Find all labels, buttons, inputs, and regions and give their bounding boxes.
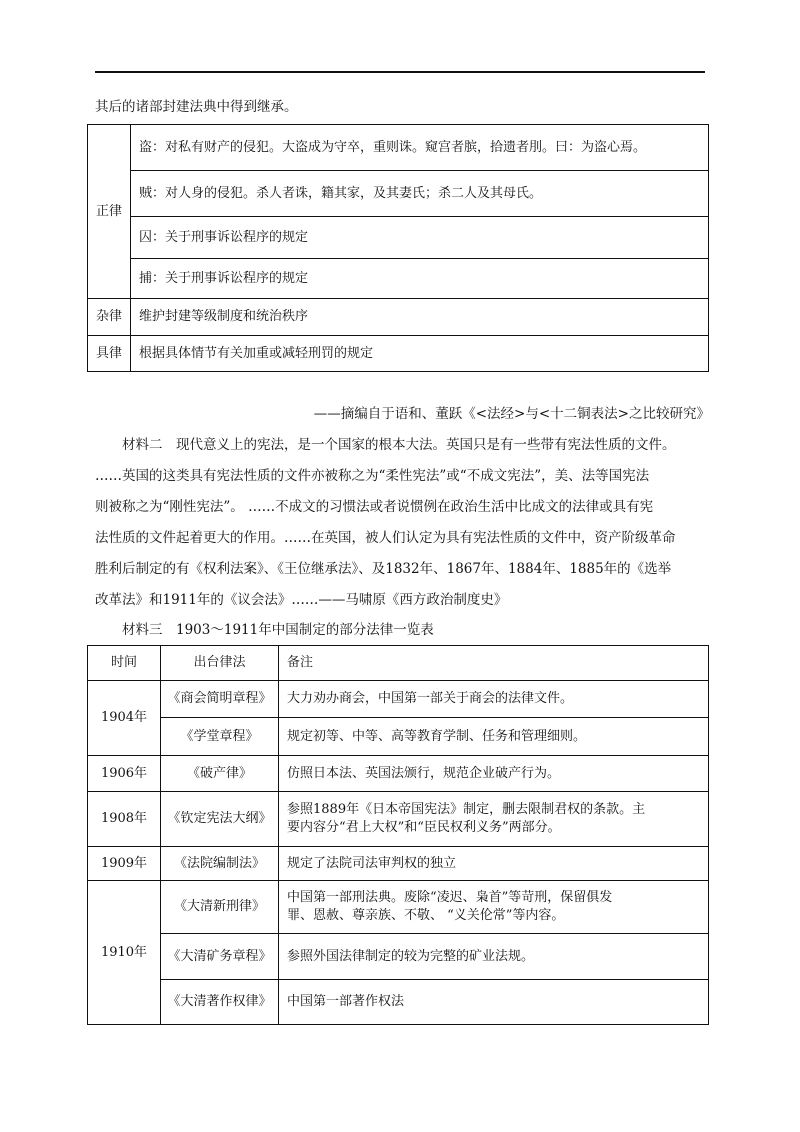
julv-content: 根据具体情节有关加重或减轻刑罚的规定 (131, 336, 709, 372)
year-cell: 1909年 (88, 847, 161, 881)
law-cell: 《大清著作权律》 (161, 980, 279, 1025)
fajing-table (87, 124, 709, 372)
year-cell: 1910年 (88, 881, 161, 1025)
table-row (88, 881, 709, 934)
note-cell: 规定了法院司法审判权的独立 (279, 847, 709, 881)
year-cell: 1904年 (88, 681, 161, 756)
header-note: 备注 (279, 646, 709, 681)
table-row (88, 847, 709, 881)
law-cell: 《钦定宪法大纲》 (161, 792, 279, 847)
table-row (88, 125, 709, 171)
zhenglv-bu: 捕：关于刑事诉讼程序的规定 (131, 259, 709, 299)
header-rule (95, 71, 705, 73)
zhenglv-dao: 盗：对私有财产的侵犯。大盗成为守卒，重则诛。窥宫者膑，拾遗者刖。曰：为盗心焉。 (131, 125, 709, 171)
table-row (88, 934, 709, 980)
header-law: 出台律法 (161, 646, 279, 681)
table-row (88, 171, 709, 217)
table-header-row (88, 646, 709, 681)
note-cell (279, 792, 709, 847)
zalv-label: 杂律 (88, 299, 131, 336)
intro-line: 其后的诸部封建法典中得到继承。 (95, 99, 298, 115)
note-cell: 仿照日本法、英国法颁行，规范企业破产行为。 (279, 756, 709, 792)
table-row (88, 681, 709, 718)
note-line: 要内容分“君上大权”和“臣民权利义务”两部分。 (287, 820, 561, 835)
table-row (88, 792, 709, 847)
law-cell: 《学堂章程》 (161, 718, 279, 756)
table-row (88, 217, 709, 259)
note-cell: 中国第一部著作权法 (279, 980, 709, 1025)
material3-title: 材料三 1903～1911年中国制定的部分法律一览表 (122, 622, 434, 638)
table-row (88, 980, 709, 1025)
note-cell: 大力劝办商会，中国第一部关于商会的法律文件。 (279, 681, 709, 718)
law-cell: 《破产律》 (161, 756, 279, 792)
note-line: 参照1889年《日本帝国宪法》制定，删去限制君权的条款。主 (287, 802, 646, 817)
julv-label: 具律 (88, 336, 131, 372)
note-cell: 规定初等、中等、高等教育学制、任务和管理细则。 (279, 718, 709, 756)
laws-table (87, 645, 709, 1025)
year-cell: 1908年 (88, 792, 161, 847)
material2-line: ……英国的这类具有宪法性质的文件亦被称之为“柔性宪法”或“不成文宪法”，美、法等国宪法 (95, 468, 650, 484)
law-cell: 《大清新刑律》 (161, 881, 279, 934)
zhenglv-label: 正律 (88, 125, 131, 299)
table-row (88, 259, 709, 299)
note-line: 中国第一部刑法典。废除“凌迟、枭首”等苛刑，保留俱发 (287, 890, 613, 905)
zalv-content: 维护封建等级制度和统治秩序 (131, 299, 709, 336)
material2-line: 材料二 现代意义上的宪法，是一个国家的根本大法。英国只是有一些带有宪法性质的文件。 (122, 437, 676, 453)
table-row (88, 299, 709, 336)
material2-line: 改革法》和1911年的《议会法》……——马啸原《西方政治制度史》 (95, 592, 508, 608)
law-cell: 《商会简明章程》 (161, 681, 279, 718)
zhenglv-zei: 贼：对人身的侵犯。杀人者诛，籍其家，及其妻氏；杀二人及其母氏。 (131, 171, 709, 217)
table-row (88, 756, 709, 792)
note-cell: 参照外国法律制定的较为完整的矿业法规。 (279, 934, 709, 980)
note-line: 罪、恩赦、尊亲族、不敬、 “义关伦常”等内容。 (287, 908, 565, 923)
law-cell: 《大清矿务章程》 (161, 934, 279, 980)
law-cell: 《法院编制法》 (161, 847, 279, 881)
source-citation: ——摘编自于语和、董跃《<法经>与<十二铜表法>之比较研究》 (313, 406, 710, 422)
note-cell (279, 881, 709, 934)
header-time: 时间 (88, 646, 161, 681)
table-row (88, 718, 709, 756)
material2-line: 胜利后制定的有《权利法案》、《王位继承法》、及1832年、1867年、1884年、1885年的《选举 (95, 561, 672, 577)
table-row (88, 336, 709, 372)
zhenglv-qiu: 囚：关于刑事诉讼程序的规定 (131, 217, 709, 259)
material2-line: 则被称之为“刚性宪法”。 ……不成文的习惯法或者说惯例在政治生活中比成文的法律或具有宪 (95, 499, 654, 515)
material2-line: 法性质的文件起着更大的作用。……在英国，被人们认定为具有宪法性质的文件中，资产阶级革命 (95, 530, 676, 546)
year-cell: 1906年 (88, 756, 161, 792)
